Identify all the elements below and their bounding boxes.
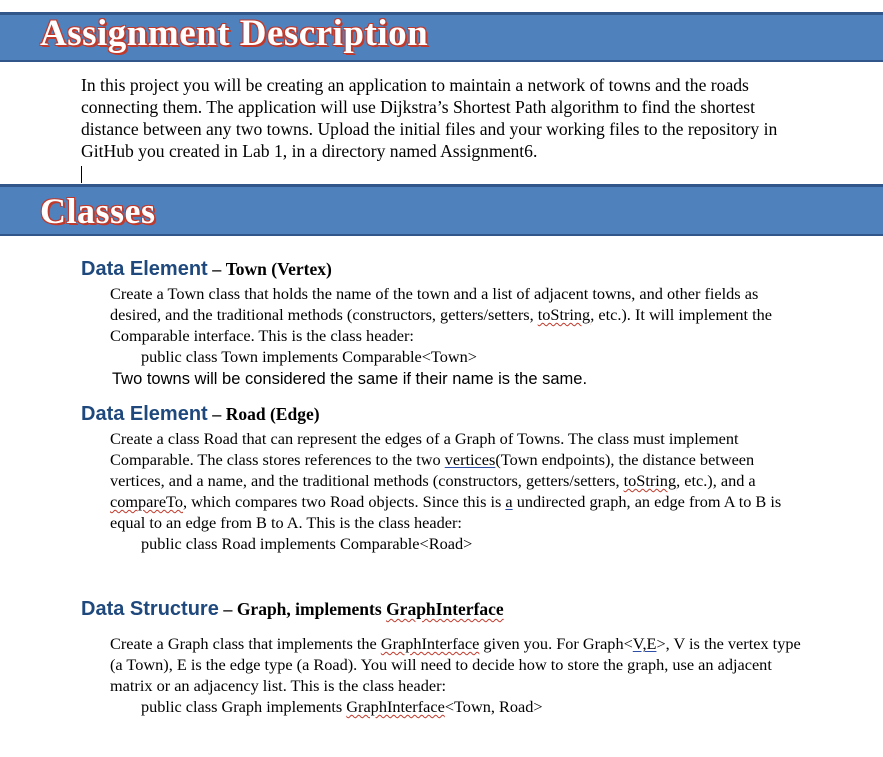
road-heading <box>81 403 320 426</box>
town-equality-note: Two towns will be considered the same if their name is the same. <box>112 370 588 388</box>
graph-heading-main: Data Structure <box>81 598 219 620</box>
town-class-header: public class Town implements Comparable<Town> <box>141 347 477 366</box>
road-heading-dash: – <box>207 404 226 424</box>
graph-desc-text-c: >, V is the vertex type (a Town), E is the edge type (a Road). You will need to decide how to store the graph, use an adjacent matrix or an adjacency list. This is the class header: <box>110 634 801 695</box>
town-heading <box>81 258 332 281</box>
graph-heading-sub: Graph, implements <box>236 599 387 619</box>
assignment-description-banner <box>0 12 883 62</box>
town-description <box>110 283 810 367</box>
graph-class-header <box>110 696 810 717</box>
road-desc-text-d: , which compares two Road objects. Since this is <box>183 492 506 511</box>
town-desc-end: , etc.). It will implement the Comparable interface. This is the class header: <box>110 305 772 345</box>
road-desc-text-e: undirected graph, an edge from A to B is equal to an edge from B to A. This is the class header: <box>110 492 782 532</box>
road-description <box>110 428 810 554</box>
intro-paragraph: In this project you will be creating an application to maintain a network of towns and the roads connecting them. The application will use Dijkstra’s Shortest Path algorithm to find the shortest distance between any two towns. Upload the initial files and your working files to the repository in GitHub you created in Lab 1, in a directory named Assignment6. <box>81 75 778 161</box>
road-desc-text-c: , etc.), and a <box>676 471 756 490</box>
road-desc-compareto: compareTo <box>110 492 183 511</box>
town-desc-text: Create a Town class that holds the name of the town and a list of adjacent towns, and other fields as desired, and the traditional methods (constructors, getters/setters, <box>110 284 759 324</box>
road-desc-text: Create a class Road that can represent the edges of a Graph of Towns. The class must implement Comparable. The class stores references to the two <box>110 429 739 469</box>
classes-banner <box>0 184 883 236</box>
town-desc-tostring: toString <box>537 305 591 324</box>
graph-description <box>110 633 810 717</box>
town-heading-dash: – <box>207 259 226 279</box>
assignment-description-title: Assignment Description <box>40 13 429 54</box>
town-heading-main: Data Element <box>81 258 208 280</box>
graph-desc-text: Create a Graph class that implements the <box>110 634 381 653</box>
road-heading-sub: Road (Edge) <box>225 404 320 424</box>
road-heading-main: Data Element <box>81 403 208 425</box>
classes-title: Classes <box>40 191 156 231</box>
town-heading-sub: Town (Vertex) <box>225 259 332 279</box>
graph-header-generics: <Town, Road> <box>444 697 543 716</box>
road-desc-tostring: toString <box>623 471 677 490</box>
road-desc-article: a <box>505 492 513 511</box>
graph-header-interface: GraphInterface <box>346 697 445 716</box>
graph-desc-interface: GraphInterface <box>380 634 480 653</box>
graph-heading <box>81 598 504 621</box>
graph-desc-text-b: given you. For Graph< <box>479 634 633 653</box>
graph-header-text: public class Graph implements <box>141 697 347 716</box>
graph-heading-interface: GraphInterface <box>386 599 504 619</box>
road-class-header: public class Road implements Comparable<Road> <box>141 534 473 553</box>
graph-desc-generics: V,E <box>632 634 657 653</box>
text-cursor <box>81 166 82 183</box>
road-desc-text-b: (Town endpoints), the distance between vertices, and a name, and the traditional methods (constructors, getters/setters, <box>110 450 755 490</box>
road-desc-vertices: vertices <box>444 450 496 469</box>
graph-heading-dash: – <box>218 599 237 619</box>
